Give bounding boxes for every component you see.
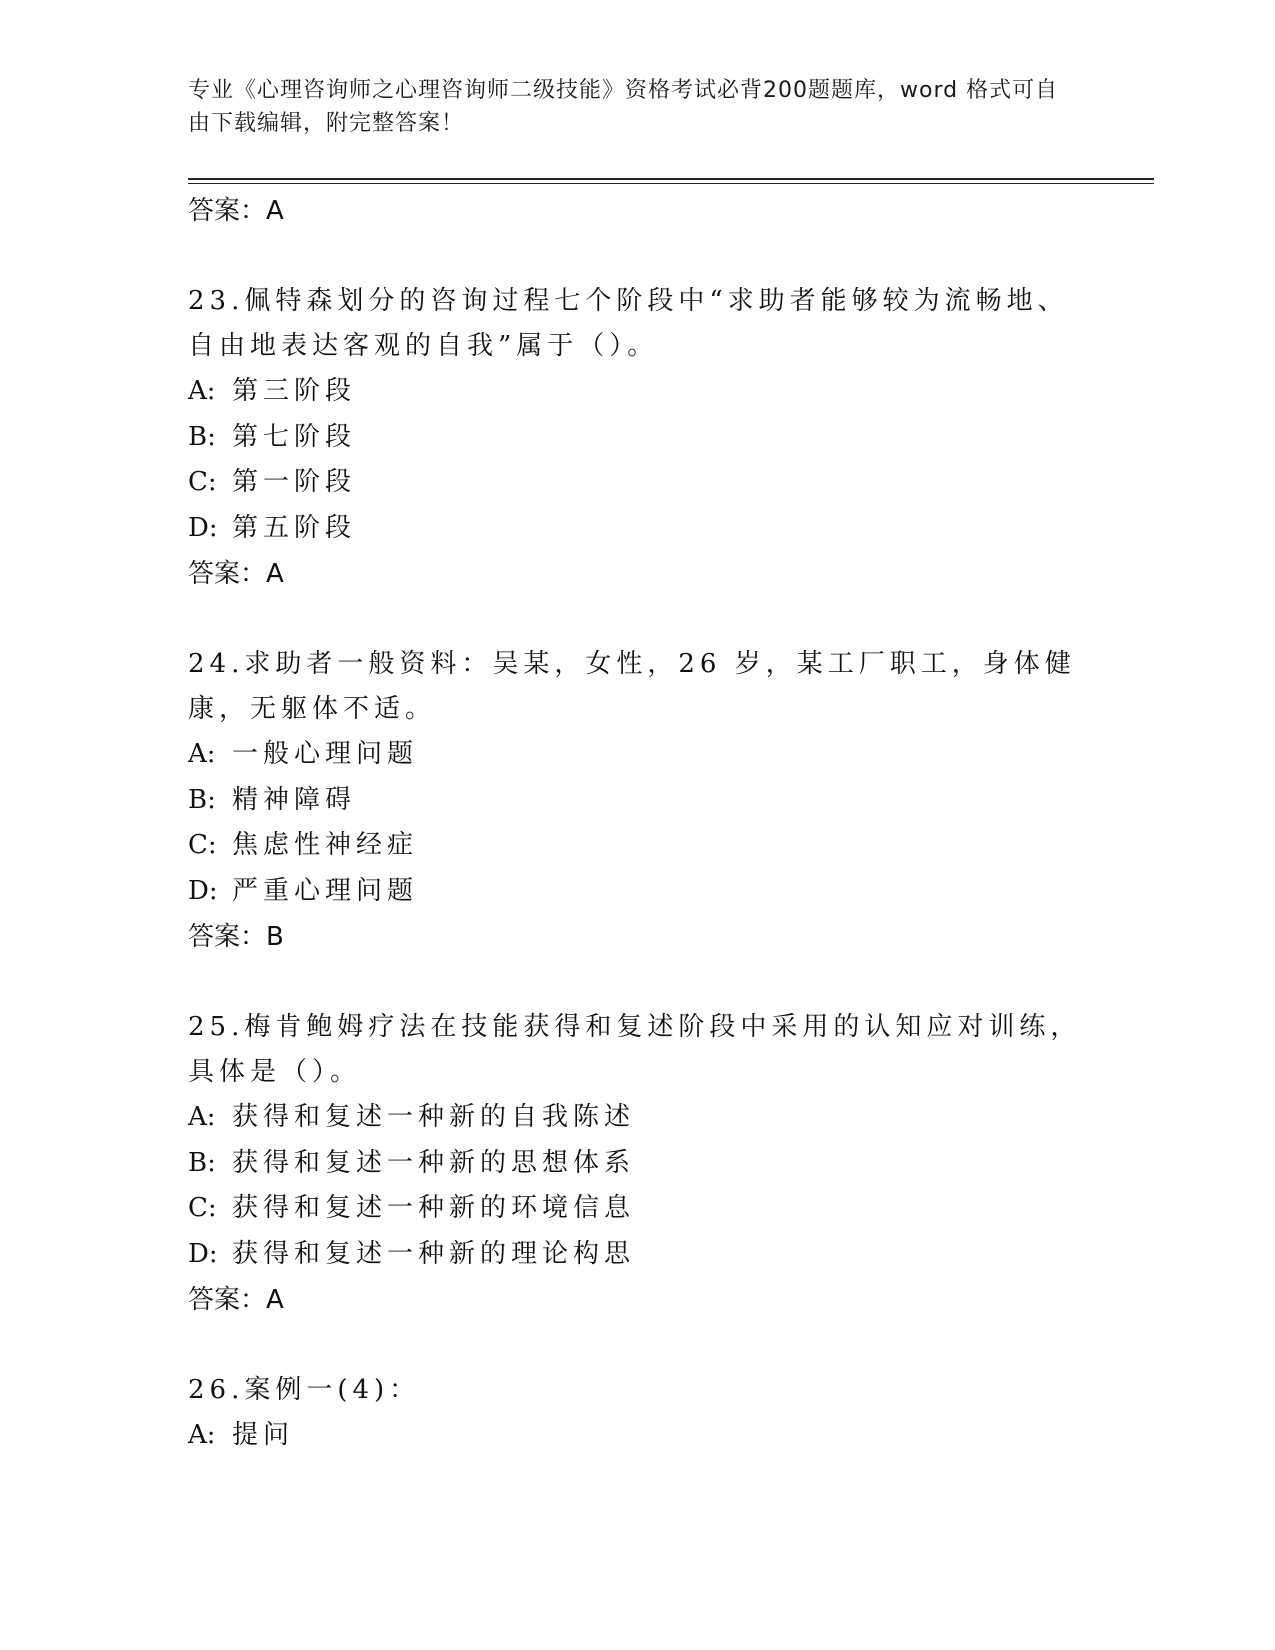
question-block — [188, 642, 1088, 960]
question-list — [188, 188, 1088, 1459]
option-letter: A: — [188, 1420, 216, 1450]
question-block — [188, 1368, 1088, 1459]
option-letter: D: — [188, 512, 218, 543]
page-header: 专业《心理咨询师之心理咨询师二级技能》资格考试必背200题题库，word 格式可自由下载编辑，附完整答案！ — [188, 78, 1059, 136]
option-text: 获得和复述一种新的自我陈述 — [232, 1102, 636, 1132]
option-a — [188, 732, 1088, 778]
option-letter: C: — [188, 1193, 217, 1223]
option-d — [188, 869, 1088, 915]
option-letter: C: — [188, 830, 217, 860]
question-block — [188, 279, 1088, 597]
answer-line: 答案：A — [188, 1285, 284, 1315]
option-text: 严重心理问题 — [232, 875, 419, 906]
question-block — [188, 1005, 1088, 1323]
option-text: 第三阶段 — [232, 376, 357, 406]
option-letter: D: — [188, 1238, 218, 1269]
option-b — [188, 415, 1088, 461]
option-c — [188, 823, 1088, 869]
question-stem: 24.求助者一般资料：吴某，女性，26 岁，某工厂职工，身体健康，无躯体不适。 — [188, 649, 1076, 724]
option-text: 焦虑性神经症 — [232, 830, 419, 860]
option-c — [188, 460, 1088, 506]
spacer — [188, 597, 1088, 642]
option-letter: B: — [188, 1147, 216, 1178]
question-stem: 26.案例一(4)： — [188, 1375, 421, 1405]
option-d — [188, 1232, 1088, 1278]
option-text: 获得和复述一种新的思想体系 — [232, 1147, 636, 1178]
option-a — [188, 1095, 1088, 1141]
option-text: 第五阶段 — [232, 512, 357, 543]
option-letter: A: — [188, 1102, 216, 1132]
header-divider-thick — [188, 178, 1154, 180]
option-b — [188, 778, 1088, 824]
option-text: 获得和复述一种新的环境信息 — [232, 1193, 636, 1223]
option-text: 第一阶段 — [232, 467, 357, 497]
answer-line: 答案：A — [188, 196, 284, 226]
option-text: 获得和复述一种新的理论构思 — [232, 1238, 636, 1269]
question-stem: 23.佩特森划分的咨询过程七个阶段中“求助者能够较为流畅地、自由地表达客观的自我”属于（）。 — [188, 286, 1069, 361]
option-b — [188, 1141, 1088, 1187]
spacer — [188, 1323, 1088, 1368]
answer-line: 答案：A — [188, 559, 284, 589]
option-letter: B: — [188, 784, 216, 815]
question-stem: 25.梅肯鲍姆疗法在技能获得和复述阶段中采用的认知应对训练，具体是（）。 — [188, 1012, 1082, 1087]
option-text: 提问 — [232, 1420, 295, 1450]
option-letter: B: — [188, 421, 216, 452]
option-c — [188, 1186, 1088, 1232]
option-text: 精神障碍 — [232, 784, 357, 815]
option-text: 一般心理问题 — [232, 739, 419, 769]
option-d — [188, 506, 1088, 552]
option-letter: D: — [188, 875, 218, 906]
option-letter: C: — [188, 467, 217, 497]
spacer — [188, 960, 1088, 1005]
header-divider-thin — [188, 183, 1154, 184]
option-text: 第七阶段 — [232, 421, 357, 452]
option-a — [188, 1413, 1088, 1459]
answer-line: 答案：B — [188, 922, 284, 952]
option-letter: A: — [188, 739, 216, 769]
option-a — [188, 369, 1088, 415]
option-letter: A: — [188, 376, 216, 406]
spacer — [188, 234, 1088, 279]
